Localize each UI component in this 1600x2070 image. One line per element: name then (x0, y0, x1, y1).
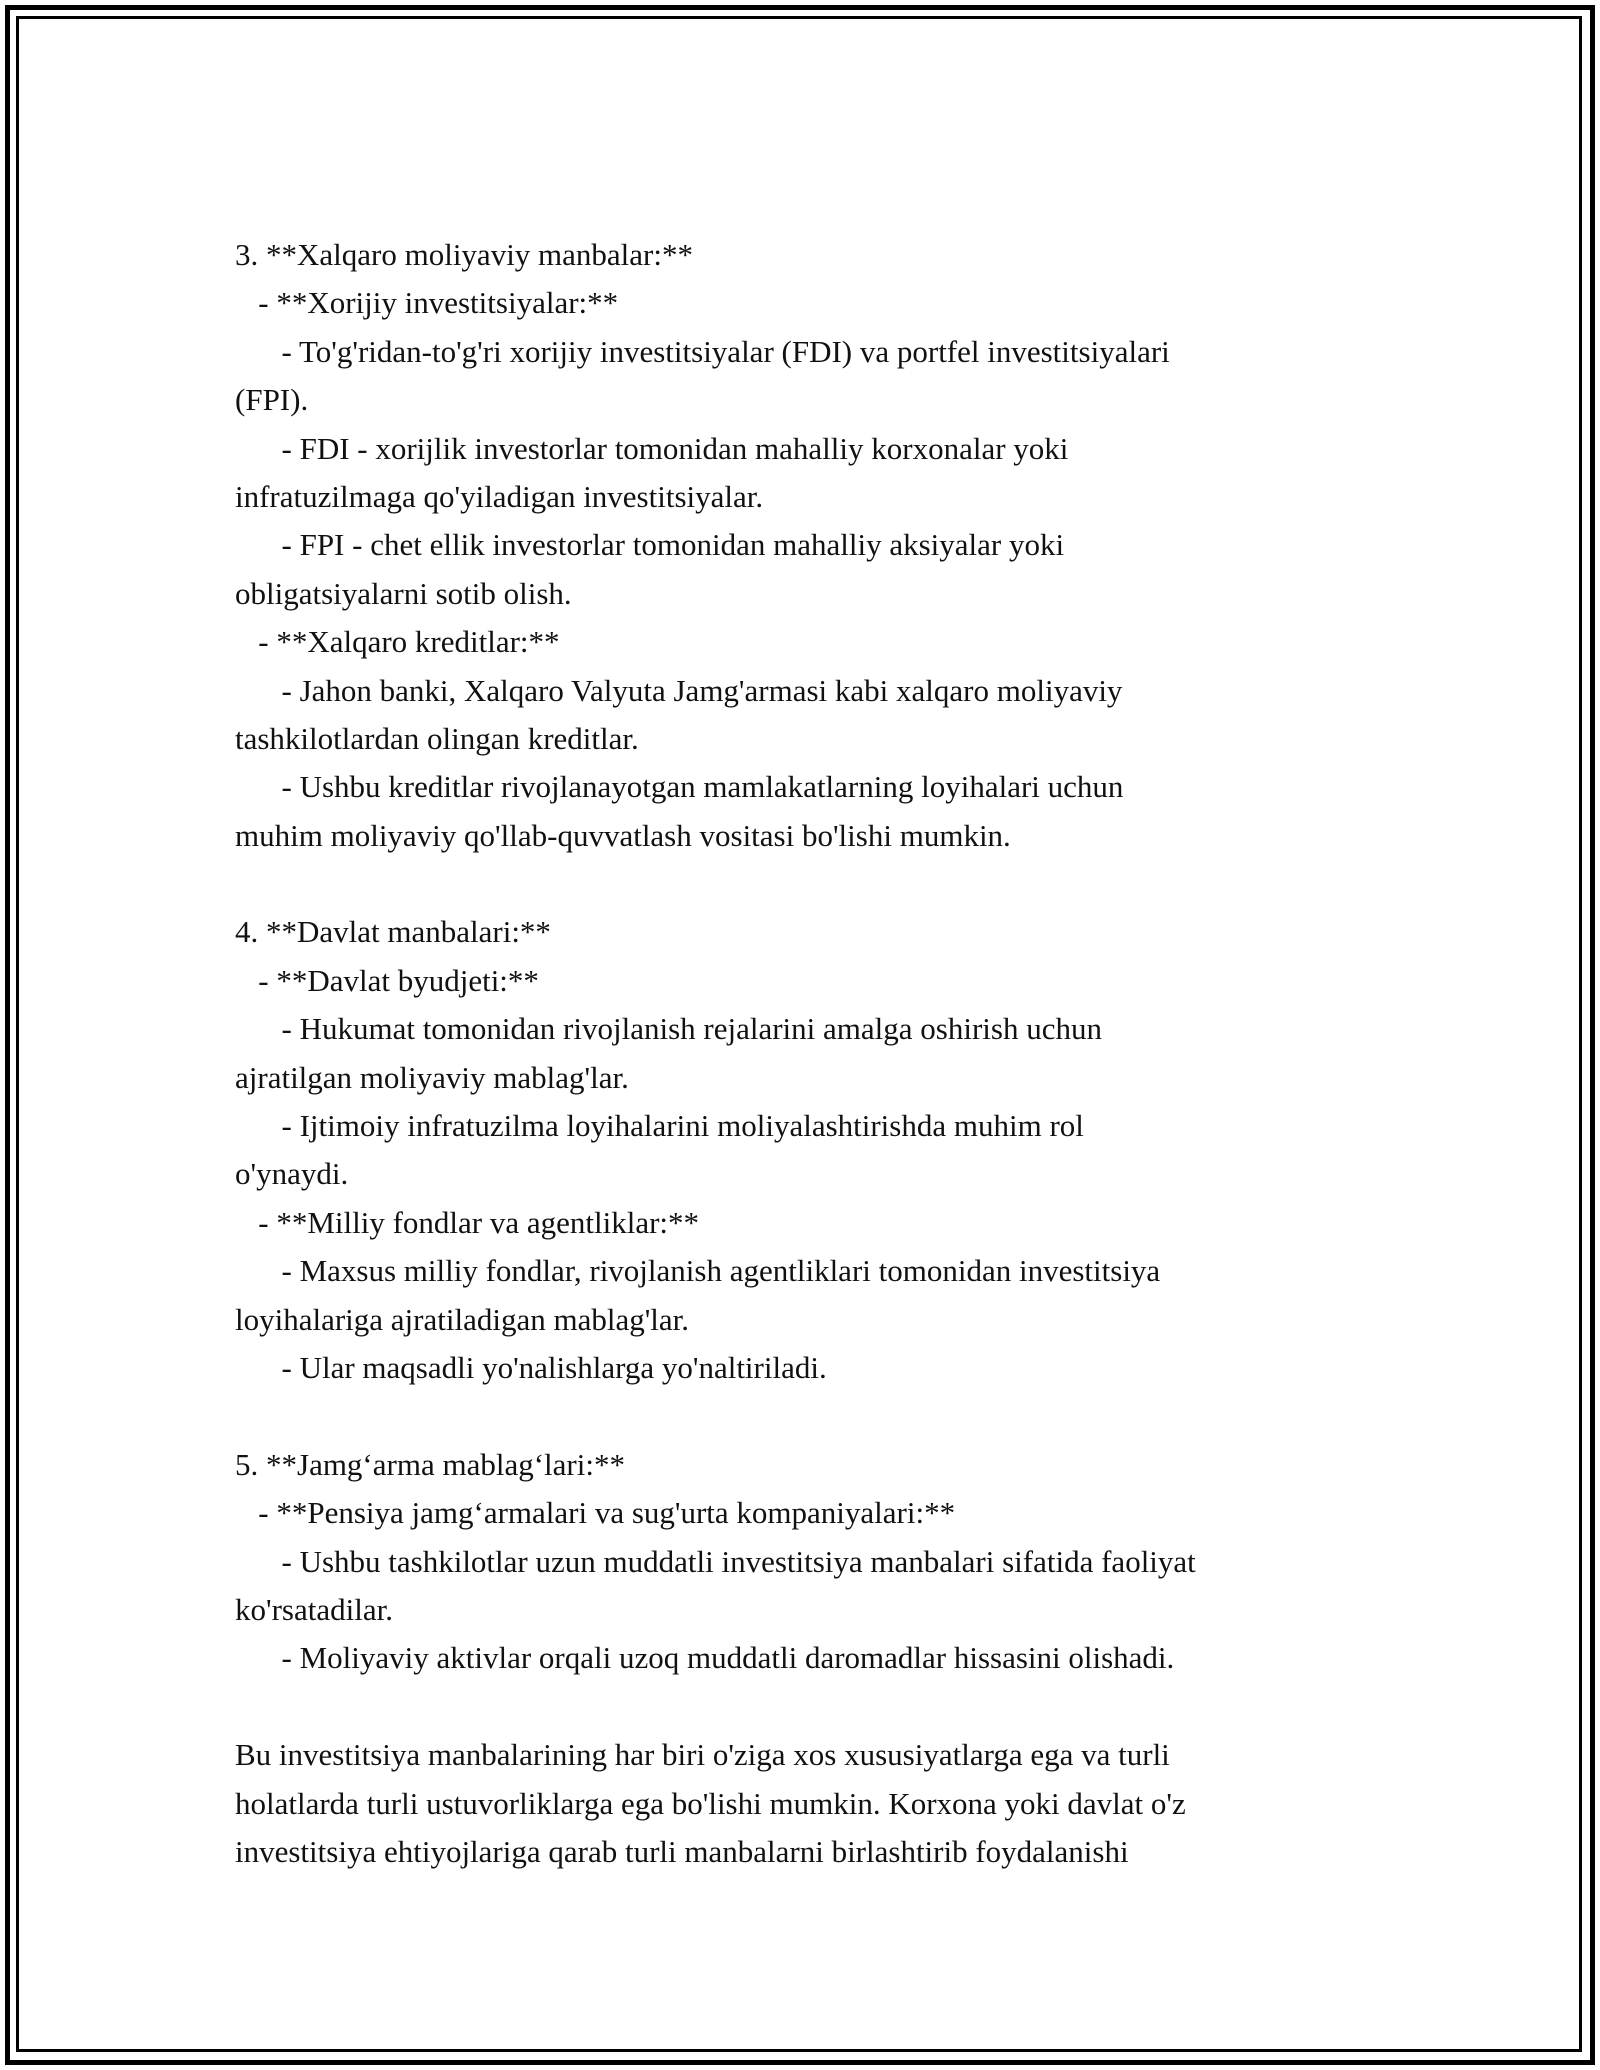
text-line: obligatsiyalarni sotib olish. (235, 575, 572, 611)
text-line: - **Xalqaro kreditlar:** (235, 624, 560, 660)
text-line: 3. **Xalqaro moliyaviy manbalar:** (235, 237, 693, 272)
text-line: - **Pensiya jamg‘armalari va sug'urta kompaniyalari:** (235, 1495, 956, 1531)
text-line: - Ushbu kreditlar rivojlanayotgan mamlakatlarning loyihalari uchun (235, 769, 1124, 805)
text-line: - Hukumat tomonidan rivojlanish rejalarini amalga oshirish uchun (235, 1011, 1102, 1047)
text-line: tashkilotlardan olingan kreditlar. (235, 720, 639, 756)
text-line: 5. **Jamg‘arma mablag‘lari:** (235, 1446, 625, 1482)
text-line: loyihalariga ajratiladigan mablag'lar. (235, 1301, 690, 1337)
text-line: - To'g'ridan-to'g'ri xorijiy investitsiyalar (FDI) va portfel investitsiyalari (235, 333, 1170, 369)
blank-line (235, 860, 1375, 908)
blank-line (235, 1392, 1375, 1440)
text-line: - Maxsus milliy fondlar, rivojlanish agentliklari tomonidan investitsiya (235, 1253, 1161, 1289)
text-line: infratuzilmaga qo'yiladigan investitsiyalar. (235, 478, 764, 514)
text-line: - **Xorijiy investitsiyalar:** (235, 285, 619, 321)
text-line: - FDI - xorijlik investorlar tomonidan mahalliy korxonalar yoki (235, 430, 1069, 466)
text-line: ko'rsatadilar. (235, 1591, 393, 1627)
document-body (235, 231, 1375, 1876)
text-line: Bu investitsiya manbalarining har biri o'ziga xos xususiyatlarga ega va turli (235, 1737, 1170, 1773)
text-line: muhim moliyaviy qo'llab-quvvatlash vositasi bo'lishi mumkin. (235, 817, 1011, 853)
text-line: o'ynaydi. (235, 1156, 349, 1192)
text-line: - **Davlat byudjeti:** (235, 962, 539, 998)
text-line: - Ijtimoiy infratuzilma loyihalarini moliyalashtirishda muhim rol (235, 1108, 1084, 1144)
blank-line (235, 1683, 1375, 1731)
text-line: - FPI - chet ellik investorlar tomonidan mahalliy aksiyalar yoki (235, 527, 1065, 563)
text-line: holatlarda turli ustuvorliklarga ega bo'lishi mumkin. Korxona yoki davlat o'z (235, 1785, 1186, 1821)
text-line: (FPI). (235, 382, 309, 418)
text-line: 4. **Davlat manbalari:** (235, 914, 551, 950)
text-line: - Ular maqsadli yo'nalishlarga yo'naltiriladi. (235, 1349, 827, 1385)
text-line: - Jahon banki, Xalqaro Valyuta Jamg'armasi kabi xalqaro moliyaviy (235, 672, 1123, 708)
text-line: investitsiya ehtiyojlariga qarab turli manbalarni birlashtirib foydalanishi (235, 1833, 1129, 1869)
text-line: - Moliyaviy aktivlar orqali uzoq muddatli daromadlar hissasini olishadi. (235, 1640, 1175, 1676)
text-line: - Ushbu tashkilotlar uzun muddatli investitsiya manbalari sifatida faoliyat (235, 1543, 1196, 1579)
text-line: ajratilgan moliyaviy mablag'lar. (235, 1059, 629, 1095)
text-line: - **Milliy fondlar va agentliklar:** (235, 1204, 700, 1240)
